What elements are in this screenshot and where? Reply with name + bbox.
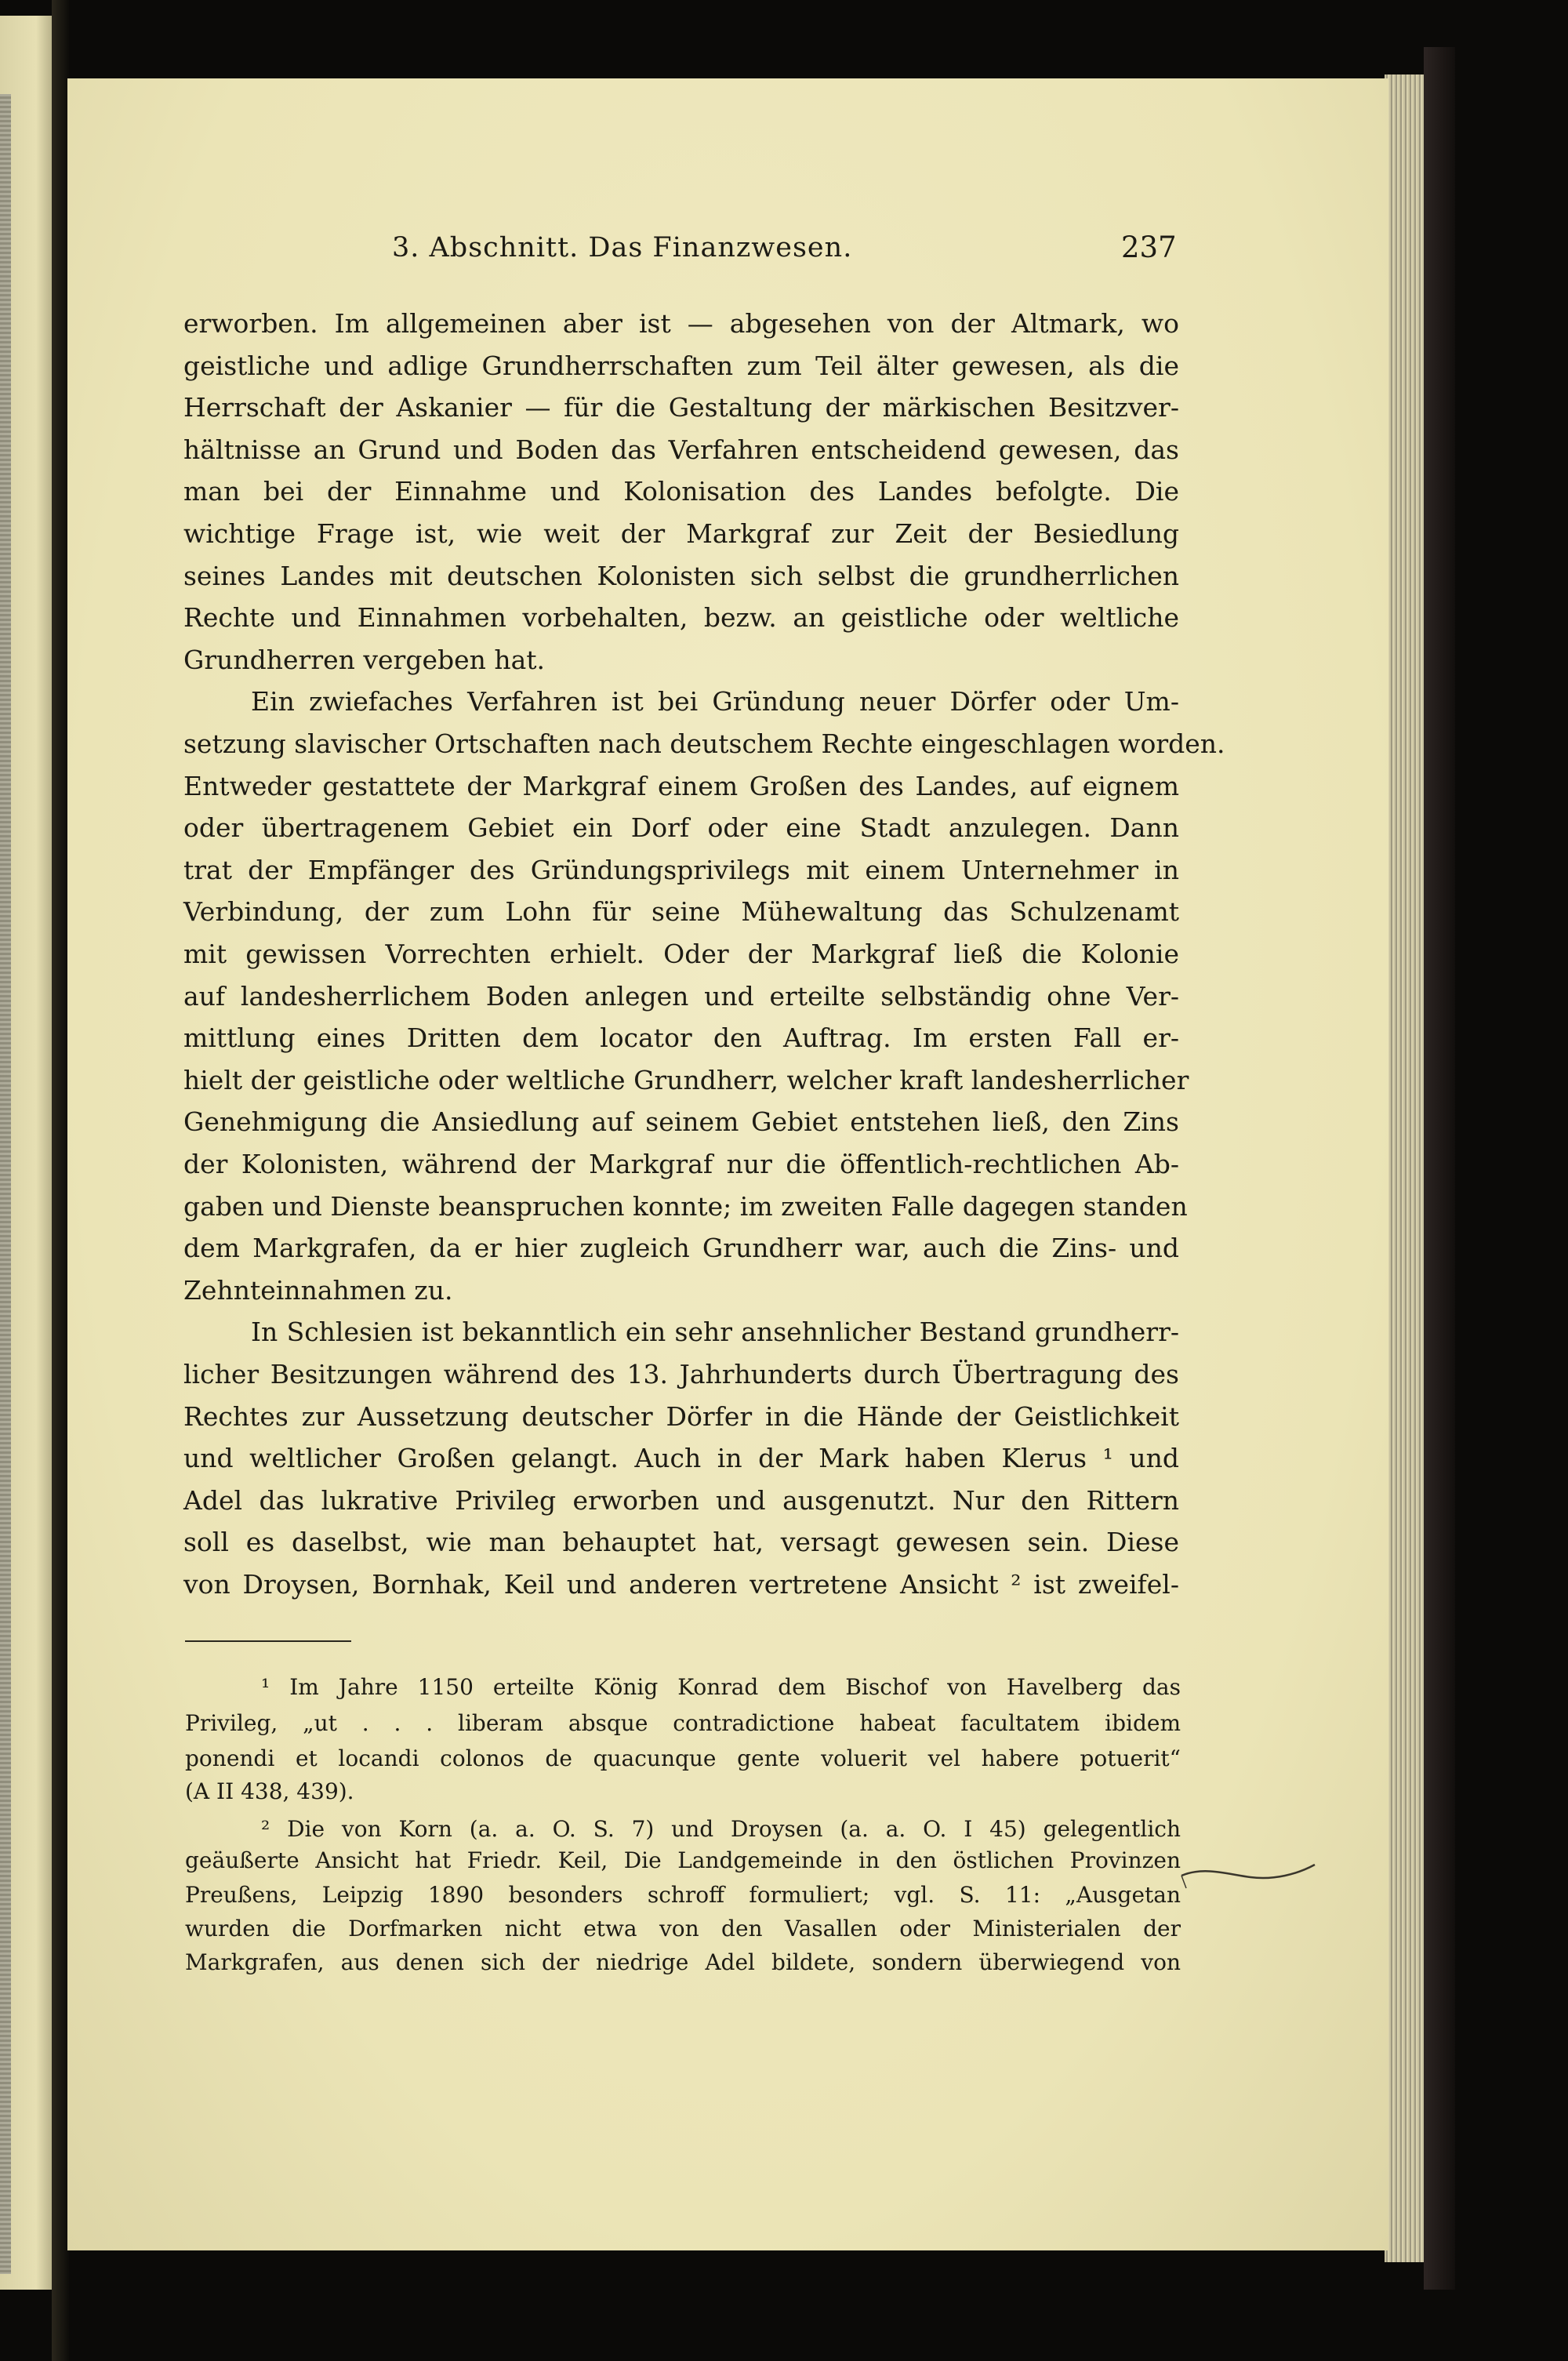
body-line: hielt der geistliche oder weltliche Grundherr, welcher kraft landesherrlicher	[183, 1064, 1189, 1095]
body-line: von Droysen, Bornhak, Keil und anderen vertretene Ansicht ² ist zweifel-	[183, 1569, 1179, 1600]
body-line: erworben. Im allgemeinen aber ist — abgesehen von der Altmark, wo	[183, 308, 1179, 339]
body-line: der Kolonisten, während der Markgraf nur die öffentlich-rechtlichen Ab-	[183, 1149, 1179, 1179]
body-line: Verbindung, der zum Lohn für seine Mühewaltung das Schulzenamt	[183, 896, 1179, 928]
footnote-line: wurden die Dorfmarken nicht etwa von den Vasallen oder Ministerialen der	[185, 1916, 1181, 1941]
footnote-line: ponendi et locandi colonos de quacunque gente voluerit vel habere potuerit“	[185, 1745, 1181, 1771]
body-line: Grundherren vergeben hat.	[183, 644, 546, 675]
body-line: seines Landes mit deutschen Kolonisten sich selbst die grundherrlichen	[183, 560, 1179, 591]
body-line: hältnisse an Grund und Boden das Verfahren entscheidend gewesen, das	[183, 434, 1179, 465]
body-line: man bei der Einnahme und Kolonisation des Landes befolgte. Die	[183, 476, 1179, 507]
book-gutter	[52, 0, 69, 2361]
stacked-page-edges	[1385, 74, 1424, 2262]
body-line: oder übertragenem Gebiet ein Dorf oder eine Stadt anzulegen. Dann	[183, 812, 1179, 844]
body-line: Rechtes zur Aussetzung deutscher Dörfer in die Hände der Geistlichkeit	[183, 1400, 1179, 1432]
body-line: und weltlicher Großen gelangt. Auch in der Mark haben Klerus ¹ und	[183, 1443, 1179, 1474]
pen-mark	[1180, 1858, 1321, 1898]
footnote-line: Preußens, Leipzig 1890 besonders schroff formuliert; vgl. S. 11: „Ausgetan	[185, 1882, 1181, 1908]
body-line: geistliche und adlige Grundherrschaften zum Teil älter gewesen, als die	[183, 350, 1179, 381]
body-line: wichtige Frage ist, wie weit der Markgraf zur Zeit der Besiedlung	[183, 518, 1179, 549]
body-line: dem Markgrafen, da er hier zugleich Grundherr war, auch die Zins- und	[183, 1233, 1179, 1264]
footnote-line: ¹ Im Jahre 1150 erteilte König Konrad dem Bischof von Havelberg das	[261, 1674, 1181, 1700]
footnote-line: geäußerte Ansicht hat Friedr. Keil, Die Landgemeinde in den östlichen Provinzen	[185, 1847, 1181, 1873]
footnote-line: Privileg, „ut . . . liberam absque contradictione habeat facultatem ibidem	[185, 1710, 1181, 1736]
body-line: Rechte und Einnahmen vorbehalten, bezw. an geistliche oder weltliche	[183, 602, 1179, 634]
previous-page-fore-edge	[0, 94, 11, 2274]
footnote-line: (A II 438, 439).	[185, 1778, 354, 1804]
footnote-rule	[185, 1640, 351, 1642]
book-cover-edge	[1424, 47, 1455, 2290]
body-line: Zehnteinnahmen zu.	[183, 1274, 453, 1306]
running-head: 3. Abschnitt. Das Finanzwesen.	[392, 232, 853, 263]
footnote-line: Markgrafen, aus denen sich der niedrige Adel bildete, sondern überwiegend von	[185, 1949, 1181, 1975]
body-line: Adel das lukrative Privileg erworben und ausgenutzt. Nur den Rittern	[183, 1484, 1179, 1516]
body-line: setzung slavischer Ortschaften nach deutschem Rechte eingeschlagen worden.	[183, 728, 1225, 759]
body-line: In Schlesien ist bekanntlich ein sehr ansehnlicher Bestand grundherr-	[251, 1317, 1179, 1348]
body-line: soll es daselbst, wie man behauptet hat, versagt gewesen sein. Diese	[183, 1527, 1179, 1558]
body-line: auf landesherrlichem Boden anlegen und erteilte selbständig ohne Ver-	[183, 980, 1179, 1012]
body-line: mittlung eines Dritten dem locator den Auftrag. Im ersten Fall er-	[183, 1022, 1179, 1054]
body-line: Entweder gestattete der Markgraf einem Großen des Landes, auf eignem	[183, 770, 1179, 801]
body-line: Ein zwiefaches Verfahren ist bei Gründung neuer Dörfer oder Um-	[251, 686, 1179, 717]
body-line: licher Besitzungen während des 13. Jahrhunderts durch Übertragung des	[183, 1359, 1179, 1389]
body-line: Genehmigung die Ansiedlung auf seinem Gebiet entstehen ließ, den Zins	[183, 1106, 1179, 1138]
body-line: Herrschaft der Askanier — für die Gestaltung der märkischen Besitzver-	[183, 392, 1179, 423]
body-line: mit gewissen Vorrechten erhielt. Oder der Markgraf ließ die Kolonie	[183, 939, 1179, 969]
body-line: trat der Empfänger des Gründungsprivilegs mit einem Unternehmer in	[183, 854, 1179, 885]
footnote-line: ² Die von Korn (a. a. O. S. 7) und Droysen (a. a. O. I 45) gelegentlich	[261, 1816, 1181, 1842]
page-number: 237	[1121, 231, 1177, 264]
body-line: gaben und Dienste beanspruchen konnte; im zweiten Falle dagegen standen	[183, 1190, 1188, 1222]
